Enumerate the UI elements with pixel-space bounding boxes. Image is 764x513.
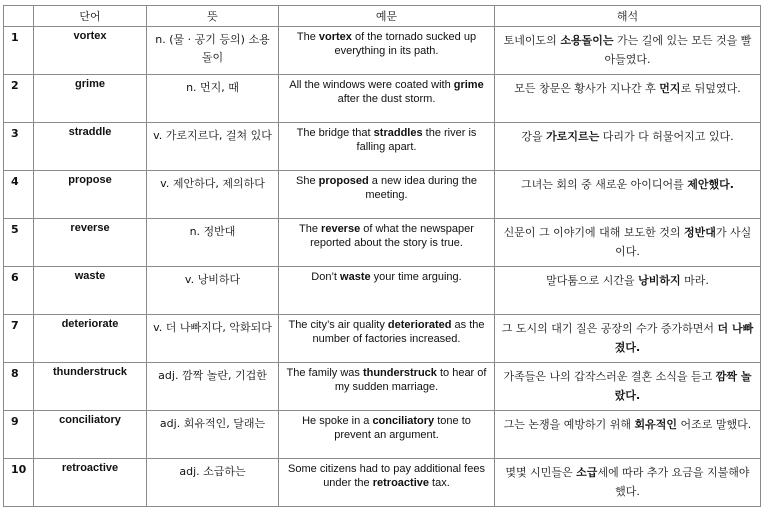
translation <box>495 315 761 363</box>
highlighted-word: retroactive <box>372 477 429 489</box>
row-number: 5 <box>4 219 34 267</box>
word-meaning: n. (물 · 공기 등의) 소용돌이 <box>147 27 279 75</box>
sentence-fragment: 가는 길에 있는 모든 것을 빨아들였다. <box>604 34 752 66</box>
sentence-fragment: 그 도시의 대기 질은 공장의 수가 증가하면서 <box>501 322 718 335</box>
row-number: 9 <box>4 411 34 459</box>
sentence-fragment: 신문이 그 이야기에 대해 보도한 것의 <box>503 226 685 239</box>
sentence-fragment: Some citizens had to pay additional fees under the <box>288 463 485 489</box>
translation <box>495 171 761 219</box>
vocab-word: thunderstruck <box>34 363 147 411</box>
example-sentence <box>279 27 495 75</box>
highlighted-word: grime <box>453 79 484 91</box>
translation <box>495 27 761 75</box>
word-meaning: v. 더 나빠지다, 악화되다 <box>147 315 279 363</box>
sentence-fragment: 어조로 말했다. <box>677 418 752 431</box>
highlighted-word: conciliatory <box>372 415 435 427</box>
sentence-fragment: 토네이도의 <box>503 34 561 47</box>
word-meaning: n. 정반대 <box>147 219 279 267</box>
sentence-fragment: tax. <box>429 477 450 489</box>
row-number: 7 <box>4 315 34 363</box>
example-sentence <box>279 267 495 315</box>
sentence-fragment: 몇몇 시민들은 <box>505 466 577 479</box>
highlighted-word: 먼지 <box>659 82 681 95</box>
example-sentence <box>279 315 495 363</box>
example-sentence <box>279 75 495 123</box>
sentence-fragment: tone to prevent an argument. <box>334 415 471 441</box>
sentence-fragment: 말다툼으로 시간을 <box>546 274 639 287</box>
sentence-fragment: your time arguing. <box>370 271 462 283</box>
vocab-word: propose <box>34 171 147 219</box>
sentence-fragment: as the number of factories increased. <box>312 319 485 345</box>
highlighted-word: 소용돌이는 <box>560 34 614 47</box>
vocab-word: vortex <box>34 27 147 75</box>
sentence-fragment: 다리가 다 허물어지고 있다. <box>599 130 734 143</box>
row-number: 8 <box>4 363 34 411</box>
translation <box>495 219 761 267</box>
table-row <box>4 27 761 75</box>
vocabulary-table <box>3 5 761 507</box>
example-sentence <box>279 411 495 459</box>
word-meaning: v. 제안하다, 제의하다 <box>147 171 279 219</box>
table-row <box>4 363 761 411</box>
example-sentence <box>279 459 495 507</box>
sentence-fragment: Don’t <box>311 271 341 283</box>
row-number: 10 <box>4 459 34 507</box>
highlighted-word: deteriorated <box>387 319 452 331</box>
highlighted-word: 더 나빠졌다. <box>614 322 754 354</box>
highlighted-word: 낭비하지 <box>638 274 681 287</box>
highlighted-word: 정반대 <box>684 226 716 239</box>
sentence-fragment: The <box>296 31 319 43</box>
sentence-fragment: 그는 논쟁을 예방하기 위해 <box>503 418 635 431</box>
highlighted-word: 가로지르는 <box>546 130 600 143</box>
highlighted-word: 제안했다. <box>687 178 734 191</box>
sentence-fragment: He spoke in a <box>302 415 373 427</box>
sentence-fragment: All the windows were coated with <box>289 79 454 91</box>
highlighted-word: straddles <box>373 127 423 139</box>
row-number: 4 <box>4 171 34 219</box>
example-sentence <box>279 219 495 267</box>
header-word: 단어 <box>34 6 147 27</box>
header-row <box>4 6 761 27</box>
word-meaning: v. 가로지르다, 걸쳐 있다 <box>147 123 279 171</box>
table-row <box>4 219 761 267</box>
sentence-fragment: of the tornado sucked up everything in its path. <box>334 31 477 57</box>
header-example: 예문 <box>279 6 495 27</box>
row-number: 6 <box>4 267 34 315</box>
translation <box>495 75 761 123</box>
translation <box>495 411 761 459</box>
example-sentence <box>279 171 495 219</box>
vocab-word: straddle <box>34 123 147 171</box>
word-meaning: adj. 소급하는 <box>147 459 279 507</box>
word-meaning: adj. 회유적인, 달래는 <box>147 411 279 459</box>
table-row <box>4 123 761 171</box>
highlighted-word: waste <box>340 271 371 283</box>
sentence-fragment: after the dust storm. <box>337 93 436 105</box>
translation <box>495 267 761 315</box>
sentence-fragment: to hear of my sudden marriage. <box>334 367 487 393</box>
table-row <box>4 171 761 219</box>
vocab-word: reverse <box>34 219 147 267</box>
table-row <box>4 459 761 507</box>
sentence-fragment: 모든 창문은 황사가 지나간 후 <box>514 82 660 95</box>
sentence-fragment: of what the newspaper reported about the story is true. <box>310 223 474 249</box>
highlighted-word: 소급 <box>576 466 598 479</box>
sentence-fragment: the river is falling apart. <box>356 127 477 153</box>
vocab-word: waste <box>34 267 147 315</box>
header-meaning: 뜻 <box>147 6 279 27</box>
row-number: 1 <box>4 27 34 75</box>
sentence-fragment: The <box>299 223 322 235</box>
sentence-fragment: 가족들은 나의 갑작스러운 결혼 소식을 듣고 <box>503 370 716 383</box>
highlighted-word: 회유적인 <box>634 418 678 431</box>
sentence-fragment: 그녀는 회의 중 새로운 아이디어를 <box>521 178 688 191</box>
table-row <box>4 411 761 459</box>
translation <box>495 363 761 411</box>
header-translation: 해석 <box>495 6 761 27</box>
sentence-fragment: 강을 <box>521 130 547 143</box>
highlighted-word: proposed <box>318 175 369 187</box>
word-meaning: adj. 깜짝 놀란, 기겁한 <box>147 363 279 411</box>
sentence-fragment: 가 사실이다. <box>615 226 752 258</box>
word-meaning: v. 낭비하다 <box>147 267 279 315</box>
table-row <box>4 75 761 123</box>
vocab-word: retroactive <box>34 459 147 507</box>
table-body <box>4 27 761 507</box>
sentence-fragment: She <box>295 175 319 187</box>
sentence-fragment: The city’s air quality <box>288 319 388 331</box>
sentence-fragment: The family was <box>286 367 363 379</box>
vocab-word: grime <box>34 75 147 123</box>
translation <box>495 123 761 171</box>
row-number: 2 <box>4 75 34 123</box>
table-row <box>4 315 761 363</box>
example-sentence <box>279 123 495 171</box>
translation <box>495 459 761 507</box>
header-num <box>4 6 34 27</box>
highlighted-word: reverse <box>321 223 361 235</box>
sentence-fragment: 마라. <box>680 274 709 287</box>
highlighted-word: 깜짝 놀랐다. <box>614 370 752 402</box>
sentence-fragment: 세에 따라 추가 요금을 지불해야 했다. <box>597 466 750 498</box>
example-sentence <box>279 363 495 411</box>
vocab-word: conciliatory <box>34 411 147 459</box>
word-meaning: n. 먼지, 때 <box>147 75 279 123</box>
sentence-fragment: a new idea during the meeting. <box>365 175 477 201</box>
sentence-fragment: The bridge that <box>296 127 374 139</box>
table-row <box>4 267 761 315</box>
highlighted-word: thunderstruck <box>362 367 437 379</box>
sentence-fragment: 로 뒤덮였다. <box>680 82 741 95</box>
row-number: 3 <box>4 123 34 171</box>
highlighted-word: vortex <box>318 31 352 43</box>
vocab-word: deteriorate <box>34 315 147 363</box>
